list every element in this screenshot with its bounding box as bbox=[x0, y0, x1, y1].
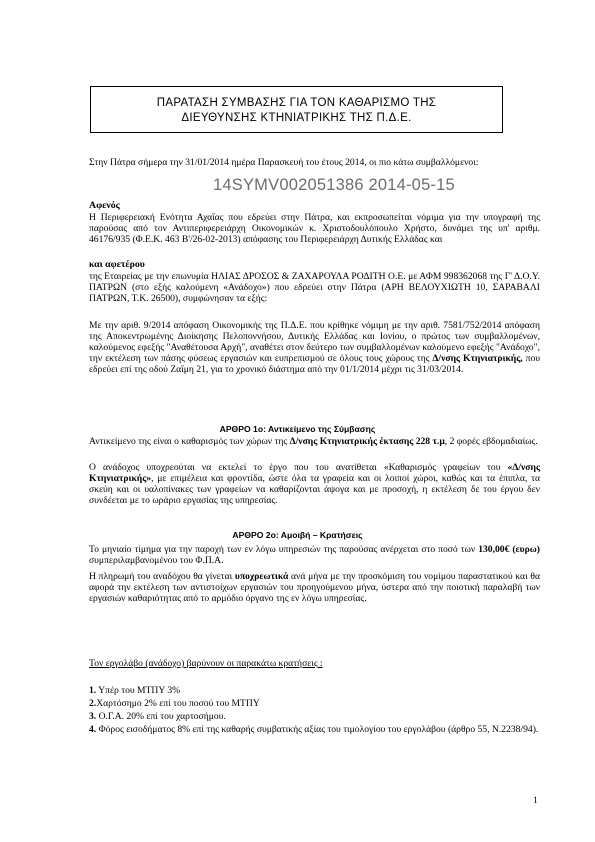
deduction-num: 3. bbox=[89, 711, 97, 722]
article1-heading: ΑΡΘΡΟ 1ο: Αντικείμενο της Σύμβασης bbox=[219, 424, 376, 434]
deduction-text: Ο.Γ.Α. 20% επί του χαρτοσήμου. bbox=[96, 711, 226, 722]
diavgeia-stamp: 14SYMV002051386 2014-05-15 bbox=[213, 176, 455, 194]
article1-p1-text-b: , 2 φορές εβδομαδιαίως. bbox=[444, 436, 538, 447]
article2-p2-bold: υποχρεωτικά bbox=[234, 571, 289, 582]
article1-p2-text-a: Ο ανάδοχος υποχρεούται να εκτελεί το έργο που του ανατίθεται «Καθαρισμός γραφείων του bbox=[89, 462, 508, 473]
article2-p1 bbox=[89, 544, 540, 566]
article2-p2 bbox=[89, 571, 540, 604]
page-number: 1 bbox=[533, 795, 538, 806]
party1-text: Η Περιφερειακή Ενότητα Αχαΐας που εδρεύει στην Πάτρα, και εκπροσωπείται νόμιμα για την υπογραφή της παρούσας από τον Αντιπεριφερειάρχη Οικονομικών κ. Χριστοδουλόπουλο Χρήστο, δυνάμει της υπ' αριθμ. 46176/935 (Φ.Ε.Κ. 463 Β'/26-02-2013) απόφασης του Περιφερειάρχη Δυτικής Ελλάδας και bbox=[89, 212, 540, 245]
deduction-item bbox=[89, 698, 260, 709]
deduction-text: Υπέρ του ΜΤΠΥ 3% bbox=[96, 685, 181, 696]
article1-p2 bbox=[89, 462, 540, 506]
intro-paragraph: Στην Πάτρα σήμερα την 31/01/2014 ημέρα Παρασκευή του έτους 2014, οι πιο κάτω συμβαλλόμενοι: bbox=[89, 157, 479, 168]
article1-p2-bold: «Δ/νσης Κτηνιατρικής» bbox=[89, 462, 540, 484]
article2-p1-text-b: συμπεριλαμβανομένου του Φ.Π.Α. bbox=[89, 555, 224, 566]
deduction-num: 2. bbox=[89, 698, 97, 709]
decision-bold: Δ/νσης Κτηνιατρικής, bbox=[432, 353, 523, 364]
deduction-item bbox=[89, 724, 540, 735]
decision-text-b: που εδρεύει επί της οδού Ζαΐμη 21, για το χρονικό διάστημα από την 01/1/2014 μέχρι τις 31/03/2014. bbox=[89, 353, 540, 375]
deduction-item bbox=[89, 685, 180, 696]
deduction-num: 1. bbox=[89, 685, 97, 696]
party2-label: και αφετέρου bbox=[89, 259, 145, 270]
party1-label: Αφενός bbox=[89, 200, 120, 211]
article2-heading: ΑΡΘΡΟ 2ο: Αμοιβή – Κρατήσεις bbox=[232, 530, 363, 540]
article2-p2-text-a: Η πληρωμή του αναδόχου θα γίνεται bbox=[89, 571, 235, 582]
title-line-1: ΠΑΡΑΤΑΣΗ ΣΥΜΒΑΣΗΣ ΓΙΑ ΤΟΝ ΚΑΘΑΡΙΣΜΟ ΤΗΣ bbox=[156, 97, 437, 109]
deductions-intro: Τον εργολάβο (ανάδοχο) βαρύνουν οι παρακάτω κρατήσεις : bbox=[89, 658, 323, 669]
title-line-2: ΔΙΕΥΘΥΝΣΗΣ ΚΤΗΝΙΑΤΡΙΚΗΣ ΤΗΣ Π.Δ.Ε. bbox=[181, 112, 412, 124]
deduction-text: Χαρτόσημο 2% επί του ποσού του ΜΤΠΥ bbox=[96, 698, 260, 709]
decision-text-a: Με την αριθ. 9/2014 απόφαση Οικονομικής της Π.Δ.Ε. που κρίθηκε νόμιμη με την αριθ. 7581/752/2014 απόφαση της Αποκεντρωμένης Διοίκησης Πελοποννήσου, Δυτικής Ελλάδας και Ιονίου, ο πρώτος των συμβαλλομένων, καλούμενος εφεξής "Αναθέτουσα Αρχή", αναθέτει στον δεύτερο των συμβαλλομένων καλούμενο εφεξής "Ανάδοχο", την εκτέλεση των πάσης φύσεως εργασιών και ευπρεπισμού σε όλους τους χώρους της bbox=[89, 320, 540, 364]
article1-p1-bold: Δ/νσης Κτηνιατρικής έκτασης 228 τ.μ bbox=[289, 436, 445, 447]
deduction-num: 4. bbox=[89, 724, 97, 735]
article2-p1-text-a: Το μηνιαίο τίμημα για την παροχή των εν λόγω υπηρεσιών της παρούσας ανέρχεται στο ποσό των bbox=[89, 544, 479, 555]
deduction-item bbox=[89, 711, 226, 722]
decision-paragraph bbox=[89, 320, 540, 375]
article1-p1-text-a: Αντικείμενο της είναι ο καθαρισμός των χώρων της bbox=[89, 436, 290, 447]
party2-text: της Εταιρείας με την επωνυμία ΗΛΙΑΣ ΔΡΟΣΟΣ & ΖΑΧΑΡΟΥΛΑ ΡΟΔΙΤΗ Ο.Ε. με ΑΦΜ 998362068 της Γ' Δ.Ο.Υ. ΠΑΤΡΩΝ (στο εξής καλούμενη «Ανάδοχο») που εδρεύει στην Πάτρα (ΑΡΗ ΒΕΛΟΥΧΙΩΤΗ 10, ΣΑΡΑΒΑΛΙ ΠΑΤΡΩΝ, Τ.Κ. 26500), συμφώνησαν τα εξής: bbox=[89, 271, 540, 304]
article2-p1-bold: 130,00€ (ευρω) bbox=[478, 544, 540, 555]
title-box bbox=[90, 86, 503, 133]
article2-p2-text-b: ανά μήνα με την προσκόμιση του νομίμου παραστατικού και θα αφορά την εκτέλεση των αντιστοίχων εργασιών του προηγούμενου μήνα, ύστερα από την ποιοτική παραλαβή των εργασιών καθαριότητας από το αρμόδιο όργανο της εν λόγω υπηρεσίας. bbox=[89, 571, 540, 604]
article1-p1 bbox=[89, 436, 540, 447]
article1-p2-text-b: , με επιμέλεια και φροντίδα, ώστε όλα τα γραφεία και οι λοιποί χώροι, καθώς και τα έπιπλα, τα σκεύη και οι υαλοπίνακες των γραφείων να καθαρίζονται άψογα και με προσοχή, η εκτέλεση δε του έργου δεν συνδέεται με το ωράριο εργασίας της υπηρεσίας. bbox=[89, 473, 540, 506]
deduction-text: Φόρος εισοδήματος 8% επί της καθαρής συμβατικής αξίας του τιμολογίου του εργολάβου (άρθρο 55, Ν.2238/94). bbox=[96, 724, 539, 735]
